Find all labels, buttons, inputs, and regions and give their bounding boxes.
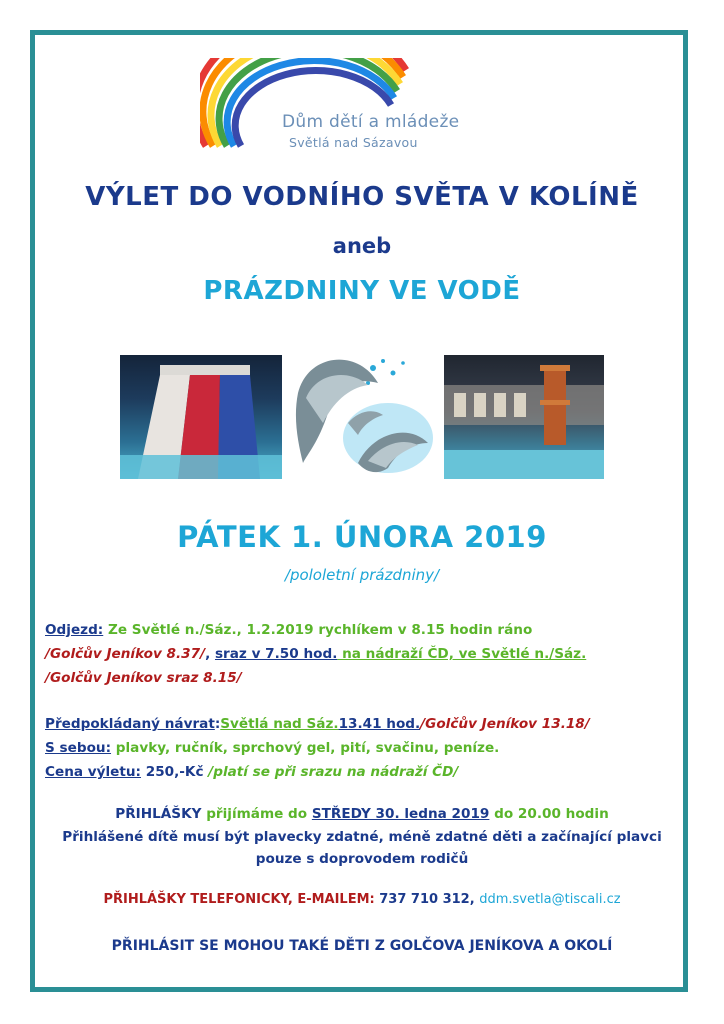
separator: , — [205, 646, 215, 662]
signup-deadline: STŘEDY 30. ledna 2019 — [311, 806, 490, 822]
signup-condition: Přihlášené dítě musí být plavecky zdatné, méně zdatné děti a začínající plavci — [62, 829, 662, 845]
departure-text: Ze Světlé n./Sáz., 1.2.2019 rychlíkem v 8.15 hodin ráno — [103, 622, 533, 638]
signup-condition-2: pouze s doprovodem rodičů — [255, 851, 469, 867]
bring-line — [45, 740, 499, 756]
contact-label: PŘIHLÁŠKY TELEFONICKY, E-MAILEM: — [103, 892, 380, 907]
signup-line — [0, 806, 724, 822]
title-connector: aneb — [332, 234, 392, 258]
signup-time: do 20.00 hodin — [489, 806, 609, 822]
main-title: VÝLET DO VODNÍHO SVĚTA V KOLÍNĚ — [85, 182, 639, 212]
return-place: Světlá nad Sáz. — [220, 716, 339, 732]
contact-phone: 737 710 312 — [379, 892, 470, 907]
departure-alt-time: /Golčův Jeníkov 8.37/ — [45, 646, 206, 662]
return-label: Předpokládaný návrat — [45, 716, 215, 732]
event-date: PÁTEK 1. ÚNORA 2019 — [177, 520, 547, 554]
price-value: 250,-Kč — [141, 764, 204, 780]
page-border — [30, 30, 688, 992]
sub-title: PRÁZDNINY VE VODĚ — [203, 276, 521, 306]
departure-line-2 — [45, 646, 586, 662]
meeting-place: na nádraží ČD, ve Světlé n./Sáz. — [337, 646, 587, 662]
dolphins-image — [288, 343, 438, 483]
bring-label: S sebou: — [45, 740, 112, 756]
departure-line-3 — [45, 670, 242, 686]
pool-hall-photo — [444, 355, 604, 479]
logo-title: Dům dětí a mládeže — [282, 112, 460, 132]
water-slide-photo — [120, 355, 282, 479]
departure-alt-meeting: /Golčův Jeníkov sraz 8.15/ — [45, 670, 242, 686]
contact-separator: , — [469, 892, 480, 907]
return-colon: : — [214, 716, 221, 732]
price-note: /platí se při srazu na nádraží ČD/ — [203, 764, 459, 780]
signup-label: PŘIHLÁŠKY — [115, 806, 207, 822]
price-label: Cena výletu: — [45, 764, 141, 780]
contact-email: ddm.svetla@tiscali.cz — [479, 892, 621, 907]
departure-line — [45, 622, 532, 638]
date-note: /pololetní prázdniny/ — [284, 566, 440, 584]
signup-text: přijímáme do — [206, 806, 312, 822]
price-line — [45, 764, 458, 780]
meeting-time: sraz v 7.50 hod. — [214, 646, 338, 662]
contact-line — [0, 892, 724, 907]
return-time: 13.41 hod. — [338, 716, 421, 732]
departure-label: Odjezd: — [45, 622, 104, 638]
footer-note: PŘIHLÁSIT SE MOHOU TAKÉ DĚTI Z GOLČOVA JENÍKOVA A OKOLÍ — [111, 938, 613, 954]
bring-text: plavky, ručník, sprchový gel, pití, svačinu, peníze. — [111, 740, 500, 756]
logo-subtitle: Světlá nad Sázavou — [289, 135, 418, 150]
return-alt: /Golčův Jeníkov 13.18/ — [420, 716, 590, 732]
return-line — [45, 716, 590, 732]
